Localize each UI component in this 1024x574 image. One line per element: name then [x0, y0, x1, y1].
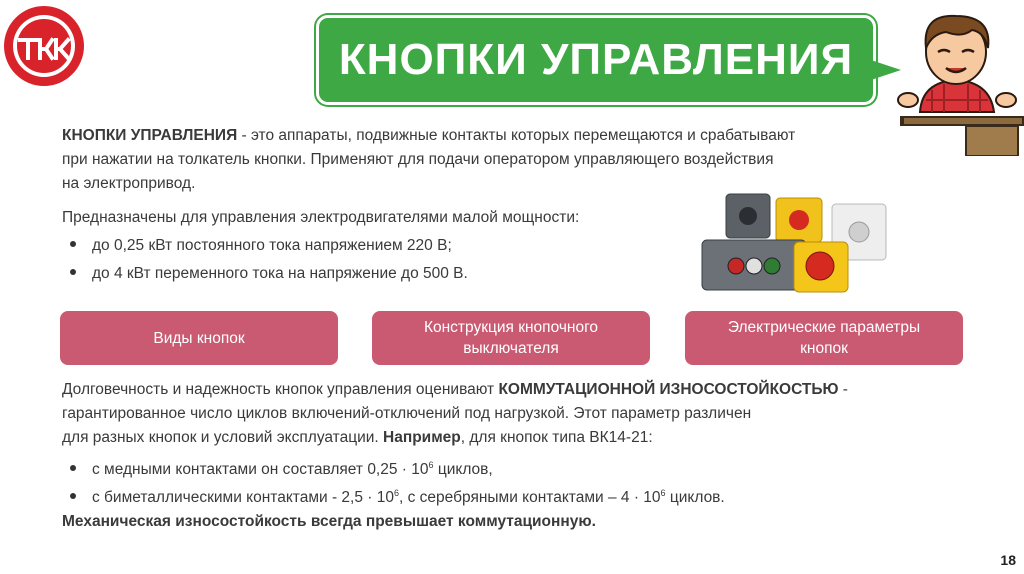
intro-line-3: на электропривод.	[62, 175, 196, 192]
button-label: Электрические параметры	[727, 319, 921, 336]
company-logo	[2, 4, 86, 88]
list-item: до 4 кВт переменного тока на напряжение до 500 В.	[70, 262, 468, 286]
button-label: выключателя	[463, 340, 559, 357]
bullet-icon	[70, 241, 76, 247]
control-buttons-photo	[696, 190, 892, 300]
intro-line-1-rest: - это аппараты, подвижные контакты которых перемещаются и срабатывают	[237, 127, 796, 144]
list-item: до 0,25 кВт постоянного тока напряжением 220 В;	[70, 234, 452, 258]
page-title: КНОПКИ УПРАВЛЕНИЯ	[338, 35, 854, 84]
intro-paragraph	[62, 124, 862, 196]
title-banner	[316, 15, 876, 105]
bullet-icon	[70, 269, 76, 275]
durability-term: КОММУТАЦИОННОЙ ИЗНОСОСТОЙКОСТЬЮ	[498, 381, 839, 398]
intro-term: КНОПКИ УПРАВЛЕНИЯ	[62, 127, 238, 144]
button-label: Виды кнопок	[153, 329, 245, 347]
list-item: с медными контактами он составляет $0,25 \cdot 10^6$ циклов,	[70, 453, 493, 482]
intro-line-1	[62, 124, 862, 148]
electrical-parameters-button[interactable]	[685, 311, 963, 365]
button-design-button[interactable]	[372, 311, 650, 365]
types-of-buttons-button[interactable]	[60, 311, 338, 365]
cartoon-teacher-illustration	[892, 4, 1024, 156]
conclusion-text: Механическая износостойкость всегда превышает коммутационную.	[62, 513, 596, 530]
purpose-text: Предназначены для управления электродвигателями малой мощности:	[62, 209, 580, 226]
durability-paragraph: Долговечность и надежность кнопок управления оценивают КОММУТАЦИОННОЙ ИЗНОСОСТОЙКОСТЬЮ - гарантированное число циклов включений-отключений под нагрузкой. Этот параметр различен для разных кнопок и условий эксплуатации. Например, для кнопок типа ВК14-21:	[62, 381, 848, 446]
intro-line-2: при нажатии на толкатель кнопки. Применяют для подачи оператором управляющего воздействия	[62, 151, 774, 168]
bullet-icon	[70, 465, 76, 471]
bullet-icon	[70, 493, 76, 499]
button-label: кнопок	[800, 340, 848, 357]
page-number: 18	[1000, 552, 1016, 568]
list-item: с биметаллическими контактами - $2,5 \cdot 10^6$, с серебряными контактами – $4 \cdot 10^6$ циклов.	[70, 481, 725, 510]
button-label: Конструкция кнопочного	[423, 319, 599, 336]
